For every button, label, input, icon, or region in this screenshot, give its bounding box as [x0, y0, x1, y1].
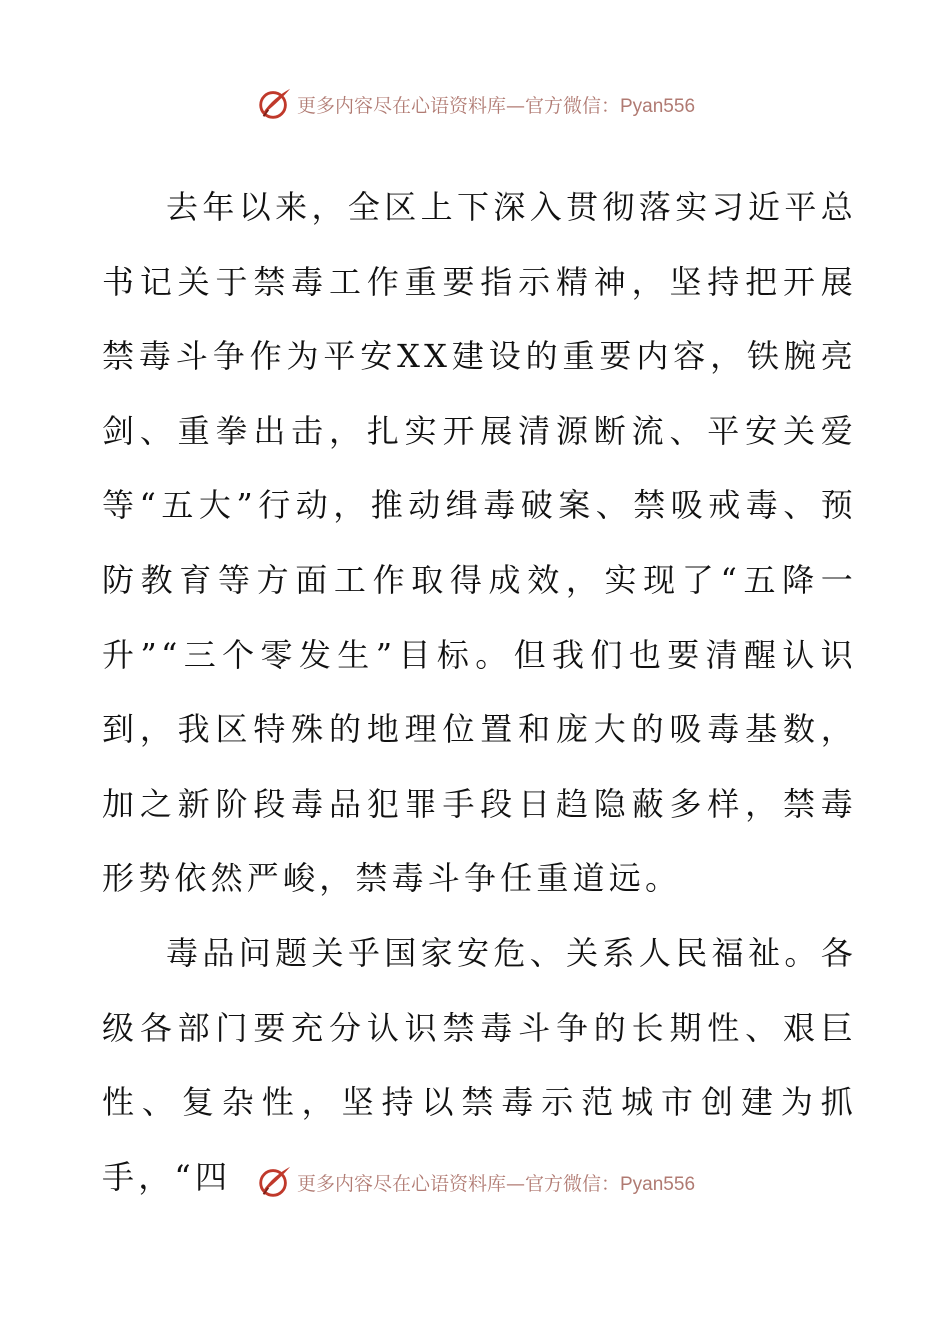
header-watermark-banner — [0, 84, 950, 124]
watermark-text — [297, 1169, 695, 1196]
paragraph-1: 去年以来，全区上下深入贯彻落实习近平总书记关于禁毒工作重要指示精神，坚持把开展禁毒斗争作为平安XX建设的重要内容，铁腕亮剑、重拳出击，扎实开展清源断流、平安关爱等“五大”行动，推动缉毒破案、禁吸戒毒、预防教育等方面工作取得成效，实现了“五降一升”“三个零发生”目标。但我们也要清醒认识到，我区特殊的地理位置和庞大的吸毒基数，加之新阶段毒品犯罪手段日趋隐蔽多样，禁毒形势依然严峻，禁毒斗争任重道远。 — [102, 188, 857, 898]
watermark-label: 更多内容尽在心语资料库—官方微信： — [296, 94, 620, 117]
document-body — [102, 170, 857, 1214]
watermark-account: Pyan556 — [620, 95, 696, 117]
watermark-text — [297, 91, 695, 118]
paragraph-2: 毒品问题关乎国家安危、关系人民福祉。各级各部门要充分认识禁毒斗争的长期性、艰巨性、复杂性，坚持以禁毒示范城市创建为抓手，“四 — [102, 933, 857, 1196]
footer-watermark-banner — [0, 1162, 950, 1202]
watermark-account: Pyan556 — [620, 1173, 696, 1195]
watermark-label: 更多内容尽在心语资料库—官方微信： — [296, 1172, 620, 1195]
quill-logo-icon — [255, 1163, 293, 1201]
quill-logo-icon — [255, 85, 293, 123]
